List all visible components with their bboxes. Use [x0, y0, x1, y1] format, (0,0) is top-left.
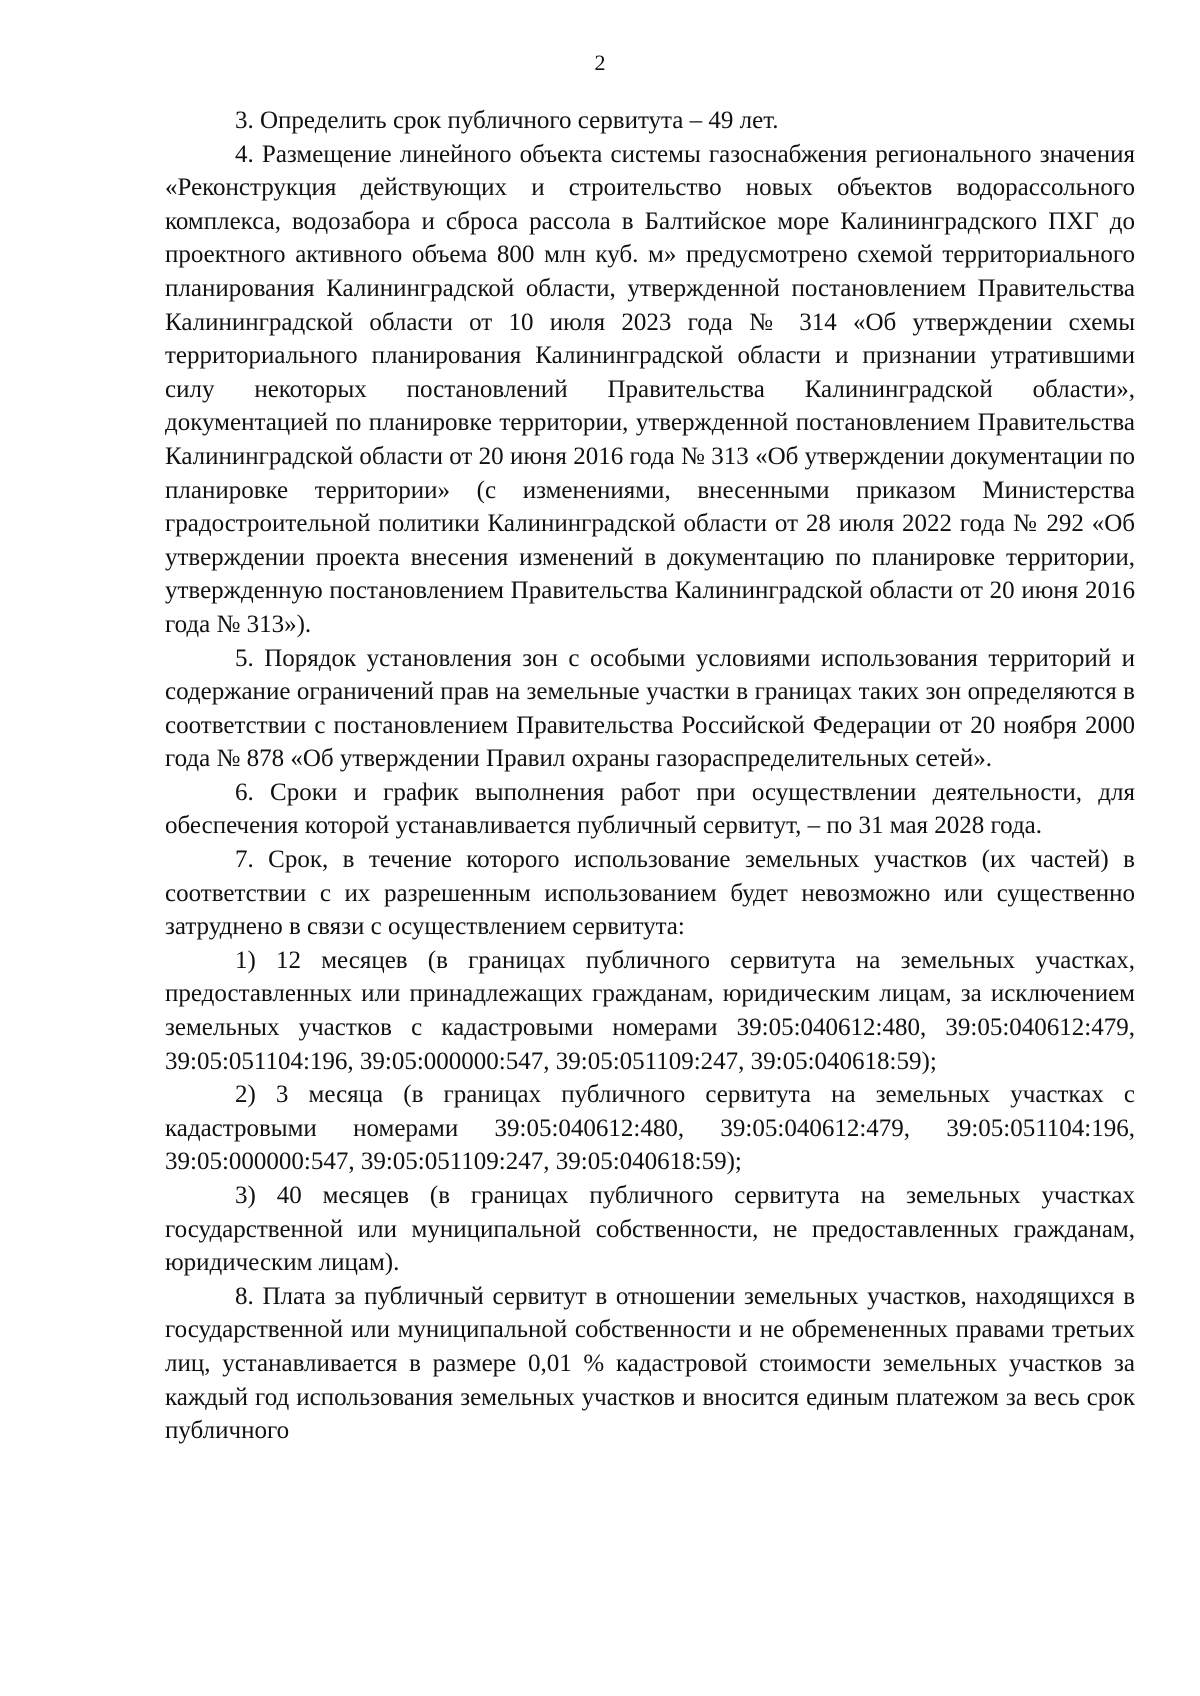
paragraph-3: 3. Определить срок публичного сервитута – 49 лет.: [235, 107, 779, 134]
paragraph-7: 7. Срок, в течение которого использование земельных участков (их частей) в соответствии с их разрешенным использованием будет невозможно или существенно затруднено в связи с осуществлением сервитута:: [165, 846, 1135, 941]
page-number: 2: [594, 50, 606, 75]
paragraph-8: 8. Плата за публичный сервитут в отношении земельных участков, находящихся в государственной или муниципальной собственности и не обремененных правами третьих лиц, устанавливается в размере 0,01 % кадастровой стоимости земельных участков за каждый год использования земельных участков и вносится единым платежом за весь срок публичного: [165, 1282, 1135, 1445]
paragraph-4: 4. Размещение линейного объекта системы газоснабжения регионального значения «Реконструкция действующих и строительство новых объектов водорассольного комплекса, водозабора и сброса рассола в Балтийское море Калининградского ПХГ до проектного активного объема 800 млн куб. м» предусмотрено схемой территориального планирования Калининградской области, утвержденной постановлением Правительства Калининградской области от 10 июля 2023 года № 314 «Об утверждении схемы территориального планирования Калининградской области и признании утратившими силу некоторых постановлений Правительства Калининградской области», документацией по планировке территории, утвержденной постановлением Правительства Калининградской области от 20 июня 2016 года № 313 «Об утверждении документации по планировке территории» (с изменениями, внесенными приказом Министерства градостроительной политики Калининградской области от 28 июля 2022 года № 292 «Об утверждении проекта внесения изменений в документацию по планировке территории, утвержденную постановлением Правительства Калининградской области от 20 июня 2016 года № 313»).: [165, 140, 1135, 638]
paragraph-6: 6. Сроки и график выполнения работ при осуществлении деятельности, для обеспечения которой устанавливается публичный сервитут, – по 31 мая 2028 года.: [165, 778, 1135, 840]
paragraph-7-item-3: 3) 40 месяцев (в границах публичного сервитута на земельных участках государственной или муниципальной собственности, не предоставленных гражданам, юридическим лицам).: [165, 1182, 1135, 1277]
paragraph-7-item-1: 1) 12 месяцев (в границах публичного сервитута на земельных участках, предоставленных или принадлежащих гражданам, юридическим лицам, за исключением земельных участков с кадастровыми номерами 39:05:040612:480, 39:05:040612:479, 39:05:051104:196, 39:05:000000:547, 39:05:051109:247, 39:05:040618:59);: [165, 946, 1135, 1075]
paragraph-7-item-2: 2) 3 месяца (в границах публичного сервитута на земельных участках с кадастровыми номерами 39:05:040612:480, 39:05:040612:479, 39:05:051104:196, 39:05:000000:547, 39:05:051109:247, 39:05:040618:59);: [165, 1081, 1135, 1176]
document-body: [165, 104, 1135, 1448]
paragraph-5: 5. Порядок установления зон с особыми условиями использования территорий и содержание ограничений прав на земельные участки в границах таких зон определяются в соответствии с постановлением Правительства Российской Федерации от 20 ноября 2000 года № 878 «Об утверждении Правил охраны газораспределительных сетей».: [165, 644, 1135, 773]
